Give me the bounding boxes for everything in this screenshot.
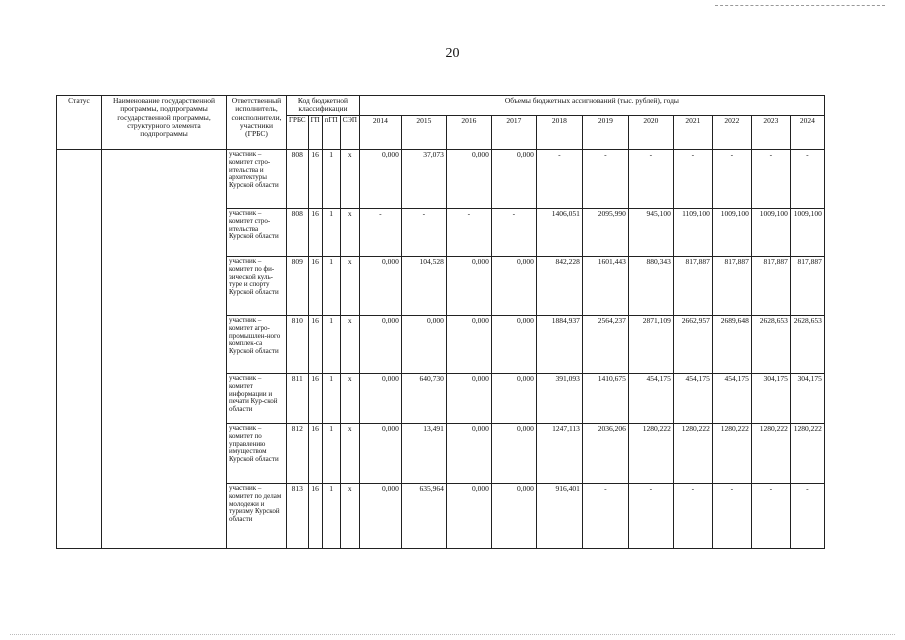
value-cell: 2095,990	[582, 209, 628, 257]
value-cell: 0,000	[359, 374, 401, 424]
code-sep: х	[340, 257, 359, 316]
value-cell: 304,175	[751, 374, 790, 424]
header-status: Статус	[57, 96, 102, 150]
value-cell: 1884,937	[536, 316, 582, 374]
value-cell: 454,175	[673, 374, 712, 424]
value-cell: 0,000	[359, 424, 401, 484]
header-name: Наименование государственной программы, подпрограммы государственной программы, структурного элемента подпрограммы	[102, 96, 227, 150]
value-cell: 817,887	[751, 257, 790, 316]
value-cell: -	[790, 484, 824, 549]
value-cell: -	[582, 484, 628, 549]
code-grbs: 812	[287, 424, 309, 484]
value-cell: 1009,100	[712, 209, 751, 257]
page-number: 20	[445, 46, 460, 61]
code-pgp: 1	[322, 374, 340, 424]
value-cell: 842,228	[536, 257, 582, 316]
value-cell: 2628,653	[790, 316, 824, 374]
executor-cell: участник – комитет стро-ительства Курской области	[227, 209, 287, 257]
value-cell: -	[751, 150, 790, 209]
value-cell: 0,000	[491, 257, 536, 316]
executor-cell: участник – комитет по делам молодежи и туризму Курской области	[227, 484, 287, 549]
code-sep: х	[340, 374, 359, 424]
value-cell: 2628,653	[751, 316, 790, 374]
value-cell: -	[446, 209, 491, 257]
code-sep: х	[340, 316, 359, 374]
value-cell: 304,175	[790, 374, 824, 424]
executor-cell: участник – комитет информации и печати Кур-ской области	[227, 374, 287, 424]
code-gp: 16	[308, 424, 322, 484]
value-cell: 0,000	[491, 424, 536, 484]
value-cell: 0,000	[446, 424, 491, 484]
value-cell: 1280,222	[673, 424, 712, 484]
value-cell: 104,528	[401, 257, 446, 316]
value-cell: 0,000	[359, 484, 401, 549]
header-year: 2015	[401, 116, 446, 150]
value-cell: 0,000	[446, 484, 491, 549]
value-cell: 1280,222	[712, 424, 751, 484]
table-row	[57, 150, 825, 209]
value-cell: 2036,206	[582, 424, 628, 484]
code-grbs: 808	[287, 209, 309, 257]
header-volume-group: Объемы бюджетных ассигнований (тыс. рублей), годы	[359, 96, 824, 116]
header-year: 2018	[536, 116, 582, 150]
code-gp: 16	[308, 316, 322, 374]
value-cell: 454,175	[628, 374, 673, 424]
header-year: 2017	[491, 116, 536, 150]
value-cell: -	[712, 484, 751, 549]
value-cell: 1406,051	[536, 209, 582, 257]
value-cell: 0,000	[491, 316, 536, 374]
top-scan-rule	[715, 5, 885, 7]
executor-cell: участник – комитет агро-промышлен-ного комплек-са Курской области	[227, 316, 287, 374]
value-cell: -	[359, 209, 401, 257]
value-cell: 0,000	[491, 484, 536, 549]
code-pgp: 1	[322, 424, 340, 484]
header-year: 2023	[751, 116, 790, 150]
code-gp: 16	[308, 374, 322, 424]
header-year: 2016	[446, 116, 491, 150]
value-cell: 817,887	[790, 257, 824, 316]
code-grbs: 809	[287, 257, 309, 316]
value-cell: 916,401	[536, 484, 582, 549]
code-pgp: 1	[322, 209, 340, 257]
value-cell: 1280,222	[628, 424, 673, 484]
value-cell: 1109,100	[673, 209, 712, 257]
value-cell: 817,887	[673, 257, 712, 316]
value-cell: 0,000	[446, 316, 491, 374]
code-sep: х	[340, 484, 359, 549]
value-cell: -	[628, 484, 673, 549]
code-gp: 16	[308, 484, 322, 549]
header-year: 2020	[628, 116, 673, 150]
value-cell: 454,175	[712, 374, 751, 424]
header-year: 2022	[712, 116, 751, 150]
budget-table	[56, 95, 825, 549]
value-cell: 0,000	[491, 374, 536, 424]
value-cell: -	[536, 150, 582, 209]
value-cell: 1280,222	[751, 424, 790, 484]
bottom-scan-artifact	[10, 634, 895, 636]
value-cell: 1601,443	[582, 257, 628, 316]
code-pgp: 1	[322, 150, 340, 209]
value-cell: 391,093	[536, 374, 582, 424]
value-cell: 1009,100	[751, 209, 790, 257]
value-cell: -	[628, 150, 673, 209]
header-year: 2014	[359, 116, 401, 150]
value-cell: 0,000	[359, 316, 401, 374]
value-cell: 1247,113	[536, 424, 582, 484]
executor-cell: участник – комитет по управлению имуществом Курской области	[227, 424, 287, 484]
status-cell	[57, 150, 102, 549]
value-cell: 2871,109	[628, 316, 673, 374]
value-cell: 635,964	[401, 484, 446, 549]
value-cell: 0,000	[359, 257, 401, 316]
header-year: 2024	[790, 116, 824, 150]
header-code-group: Код бюджетной классификации	[287, 96, 360, 116]
value-cell: -	[712, 150, 751, 209]
name-cell	[102, 150, 227, 549]
value-cell: -	[673, 484, 712, 549]
value-cell: -	[582, 150, 628, 209]
code-pgp: 1	[322, 257, 340, 316]
value-cell: 0,000	[359, 150, 401, 209]
code-grbs: 808	[287, 150, 309, 209]
code-grbs: 810	[287, 316, 309, 374]
value-cell: 0,000	[401, 316, 446, 374]
value-cell: 0,000	[446, 374, 491, 424]
executor-cell: участник – комитет по фи-зической куль-туре и спорту Курской области	[227, 257, 287, 316]
code-gp: 16	[308, 150, 322, 209]
value-cell: 0,000	[446, 150, 491, 209]
executor-cell: участник – комитет стро-ительства и архитектуры Курской области	[227, 150, 287, 209]
header-year: 2019	[582, 116, 628, 150]
header-code-sep: СЭП	[340, 116, 359, 150]
value-cell: 2689,648	[712, 316, 751, 374]
code-grbs: 811	[287, 374, 309, 424]
value-cell: -	[673, 150, 712, 209]
header-executor: Ответственный исполнитель, соисполнители, участники (ГРБС)	[227, 96, 287, 150]
value-cell: 0,000	[491, 150, 536, 209]
value-cell: 1009,100	[790, 209, 824, 257]
value-cell: 880,343	[628, 257, 673, 316]
code-gp: 16	[308, 209, 322, 257]
code-sep: х	[340, 424, 359, 484]
code-pgp: 1	[322, 316, 340, 374]
value-cell: 0,000	[446, 257, 491, 316]
value-cell: 37,073	[401, 150, 446, 209]
value-cell: -	[751, 484, 790, 549]
value-cell: 2662,957	[673, 316, 712, 374]
value-cell: 2564,237	[582, 316, 628, 374]
code-sep: х	[340, 150, 359, 209]
code-grbs: 813	[287, 484, 309, 549]
header-code-pgp: пГП	[322, 116, 340, 150]
header-year: 2021	[673, 116, 712, 150]
value-cell: 945,100	[628, 209, 673, 257]
code-pgp: 1	[322, 484, 340, 549]
value-cell: -	[790, 150, 824, 209]
value-cell: 13,491	[401, 424, 446, 484]
value-cell: 1280,222	[790, 424, 824, 484]
value-cell: -	[401, 209, 446, 257]
code-sep: х	[340, 209, 359, 257]
value-cell: 1410,675	[582, 374, 628, 424]
value-cell: 640,730	[401, 374, 446, 424]
value-cell: -	[491, 209, 536, 257]
header-code-gp: ГП	[308, 116, 322, 150]
code-gp: 16	[308, 257, 322, 316]
value-cell: 817,887	[712, 257, 751, 316]
header-code-grbs: ГРБС	[287, 116, 309, 150]
